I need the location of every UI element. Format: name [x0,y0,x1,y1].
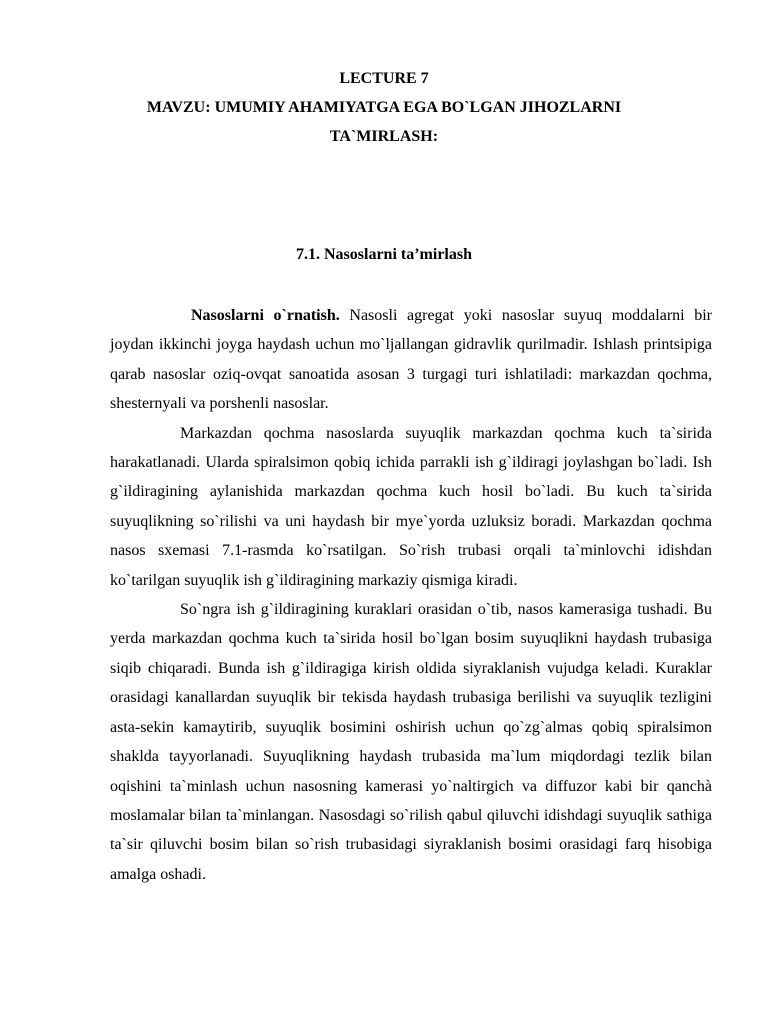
topic-title-line-2: TA`MIRLASH: [329,128,439,145]
section-title: 7.1. Nasoslarni ta’mirlash [296,246,472,263]
body-text [110,301,712,889]
lecture-number: LECTURE 7 [339,70,429,87]
paragraph-lead: Nasoslarni o`rnatish. [191,307,340,324]
paragraph-1 [110,301,712,419]
topic-title-line-1: MAVZU: UMUMIY AHAMIYATGA EGA BO`LGAN JIHOZLARNI [146,99,622,116]
paragraph-3: So`ngra ish g`ildiragining kuraklari orasidan o`tib, nasos kamerasiga tushadi. Bu yerda markazdan qochma kuch ta`sirida hosil bo`lgan bosim suyuqlikni haydash trubasiga siqib chiqaradi. Bunda ish g`ildiragiga kirish oldida siyraklanish vujudga keladi. Kuraklar orasidagi kanallardan suyuqlik bir tekisda haydash trubasiga berilishi va suyuqlik tezligini asta-sekin kamaytirib, suyuqlik bosimini oshirish uchun qo`zg`almas qobiq spiralsimon shaklda tayyorlanadi. Suyuqlikning haydash trubasida ma`lum miqdordagi tezlik bilan oqishini ta`minlash uchun nasosning kamerasi yo`naltirgich va diffuzor kabi bir qanchà moslamalar bilan ta`minlangan. Nasosdagi so`rilish qabul qiluvchi idishdagi suyuqlik sathiga ta`sir qiluvchi bosim bilan so`rish trubasidagi siyraklanish bosimi orasidagi farq hisobiga amalga oshadi. [110,601,712,883]
paragraph-text: Nasosli agregat yoki nasoslar suyuq moddalarni bir joydan ikkinchi joyga haydash uchun mo`ljallangan gidravlik qurilmadir. Ishlash printsipiga qarab nasoslar oziq-ovqat sanoatida asosan 3 turgagi turi ishlatiladi: markazdan qochma, shesternyali va porshenli nasoslar. [110,307,713,413]
paragraph-2: Markazdan qochma nasoslarda suyuqlik markazdan qochma kuch ta`sirida harakatlanadi. Ularda spiralsimon qobiq ichida parrakli ish g`ildiragi joylashgan bo`ladi. Ish g`ildiragining aylanishida markazdan qochma kuch hosil bo`ladi. Bu kuch ta`sirida suyuqlikning so`rilishi va uni haydash bir mye`yorda uzluksiz boradi. Markazdan qochma nasos sxemasi 7.1-rasmda ko`rsatilgan. So`rish trubasi orqali ta`minlovchi idishdan ko`tarilgan suyuqlik ish g`ildiragining markaziy qismiga kiradi. [110,424,712,589]
